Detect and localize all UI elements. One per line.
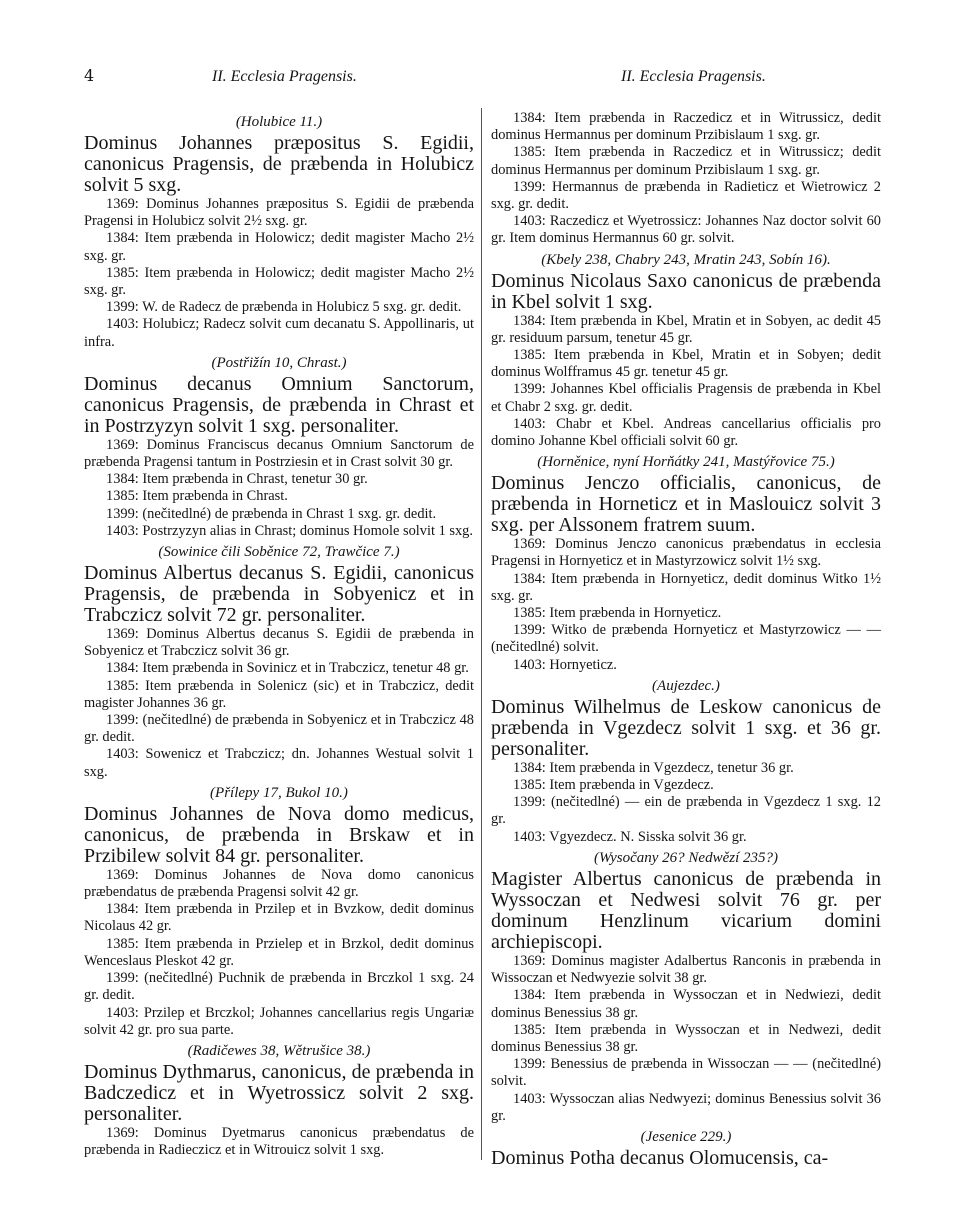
year-note: 1369: Dominus Johannes de Nova domo canonicus præbendatus de præbenda Pragensi solvit 42 gr. — [84, 866, 474, 901]
register-entry: Dominus Johannes de Nova domo medicus, canonicus, de præbenda in Brskaw et in Przibilew solvit 84 gr. personaliter. — [84, 802, 474, 867]
year-note: 1384: Item præbenda in Kbel, Mratin et in Sobyen, ac dedit 45 gr. residuum parsum, tenetur 45 gr. — [491, 312, 881, 346]
year-note: 1403: Vgyezdecz. N. Sisska solvit 36 gr. — [513, 828, 747, 845]
year-note: 1399: Johannes Kbel officialis Pragensis de præbenda in Kbel et Chabr 2 sxg. gr. dedit. — [491, 381, 881, 415]
year-note: 1369: Dominus Albertus decanus S. Egidii de præbenda in Sobyenicz et Trabczicz solvit 36 gr. — [84, 626, 474, 660]
year-note: 1385: Item præbenda in Kbel, Mratin et in Sobyen; dedit dominus Wolfframus 45 gr. tenetur 45 gr. — [491, 347, 881, 381]
place-heading: (Wysočany 26? Nedwězí 235?) — [594, 849, 778, 866]
year-note: 1403: Przilep et Brczkol; Johannes cancellarius regis Ungariæ solvit 42 gr. pro sua parte. — [84, 1004, 474, 1038]
year-note: 1369: Dominus Johannes præpositus S. Egidii de præbenda Pragensi in Holubicz solvit 2½ sxg. gr. — [84, 196, 474, 230]
page-number: 4 — [84, 66, 95, 85]
register-entry: Dominus Johannes præpositus S. Egidii, canonicus Pragensis, de præbenda in Holubicz solvit 5 sxg. — [84, 132, 474, 196]
year-note: 1399: (nečitedlné) de præbenda in Chrast 1 sxg. gr. dedit. — [106, 505, 437, 522]
year-note: 1399: (nečitedlné) de præbenda in Sobyenicz et in Trabczicz 48 gr. dedit. — [84, 712, 474, 746]
place-heading: (Horněnice, nyní Horňátky 241, Mastýřovice 75.) — [537, 454, 835, 471]
year-note: 1403: Holubicz; Radecz solvit cum decanatu S. Appollinaris, ut infra. — [84, 316, 474, 350]
year-note: 1403: Hornyeticz. — [513, 656, 617, 673]
year-note: 1385: Item præbenda in Hornyeticz. — [513, 605, 722, 622]
year-note: 1384: Item præbenda in Raczedicz et in Witrussicz, dedit dominus Hermannus per dominum Przibislaum 1 sxg. gr. — [491, 110, 881, 144]
running-head-left: II. Ecclesia Pragensis. — [212, 68, 357, 85]
year-note: 1385: Item præbenda in Chrast. — [106, 488, 288, 505]
year-note: 1399: (nečitedlné) Puchnik de præbenda in Brczkol 1 sxg. 24 gr. dedit. — [84, 970, 474, 1004]
place-heading: (Sowinice čili Soběnice 72, Trawčice 7.) — [158, 544, 400, 561]
column-divider — [481, 108, 482, 1160]
year-note: 1384: Item præbenda in Przilep et in Bvzkow, dedit dominus Nicolaus 42 gr. — [84, 901, 474, 935]
register-entry: Dominus decanus Omnium Sanctorum, canonicus Pragensis, de præbenda in Chrast et in Postrzyzyn solvit 1 sxg. personaliter. — [84, 372, 474, 437]
place-heading: (Radičewes 38, Wětrušice 38.) — [187, 1042, 371, 1059]
left-column — [84, 110, 474, 1159]
place-heading: (Jesenice 229.) — [640, 1128, 732, 1145]
register-entry: Magister Albertus canonicus de præbenda in Wyssoczan et Nedwesi solvit 76 gr. per dominum Henzlinum vicarium domini archiepiscopi. — [491, 867, 881, 953]
year-note: 1384: Item præbenda in Vgezdecz, tenetur 36 gr. — [513, 759, 794, 776]
place-heading: (Aujezdec.) — [652, 677, 720, 694]
year-note: 1384: Item præbenda in Wyssoczan et in Nedwiezi, dedit dominus Benessius 38 gr. — [491, 987, 881, 1021]
year-note: 1369: Dominus magister Adalbertus Ranconis in præbenda in Wissoczan et Nedwyezie solvit 38 gr. — [491, 952, 881, 987]
register-entry: Dominus Potha decanus Olomucensis, ca- — [491, 1146, 829, 1169]
running-head-right: II. Ecclesia Pragensis. — [621, 68, 766, 85]
year-note: 1385: Item præbenda in Raczedicz et in Witrussicz; dedit dominus Hermannus per dominum Przibislaum 1 sxg. gr. — [491, 144, 881, 178]
year-note: 1399: Hermannus de præbenda in Radieticz et Wietrowicz 2 sxg. gr. dedit. — [491, 178, 881, 213]
year-note: 1403: Raczedicz et Wyetrossicz: Johannes Naz doctor solvit 60 gr. Item dominus Hermannus 60 gr. solvit. — [491, 213, 881, 247]
right-column — [491, 110, 881, 1169]
year-note: 1384: Item præbenda in Chrast, tenetur 30 gr. — [106, 471, 368, 488]
year-note: 1403: Sowenicz et Trabczicz; dn. Johannes Westual solvit 1 sxg. — [84, 746, 474, 780]
year-note: 1369: Dominus Franciscus decanus Omnium Sanctorum de præbenda Pragensi tantum in Postrziesin et in Crast solvit 30 gr. — [84, 436, 474, 471]
year-note: 1384: Item præbenda in Hornyeticz, dedit dominus Witko 1½ sxg. gr. — [491, 570, 881, 604]
year-note: 1403: Chabr et Kbel. Andreas cancellarius officialis pro domino Johanne Kbel officiali solvit 60 gr. — [491, 415, 881, 450]
register-entry: Dominus Nicolaus Saxo canonicus de præbenda in Kbel solvit 1 sxg. — [491, 269, 881, 313]
year-note: 1403: Postrzyzyn alias in Chrast; dominus Homole solvit 1 sxg. — [106, 522, 473, 539]
place-heading: (Holubice 11.) — [235, 114, 323, 130]
year-note: 1385: Item præbenda in Holowicz; dedit magister Macho 2½ sxg. gr. — [84, 264, 474, 299]
register-entry: Dominus Jenczo officialis, canonicus, de præbenda in Horneticz et in Maslouicz solvit 3 sxg. per Alssonem fratrem suum. — [491, 472, 881, 537]
year-note: 1385: Item præbenda in Wyssoczan et in Nedwezi, dedit dominus Benessius 38 gr. — [491, 1021, 881, 1055]
year-note: 1385: Item præbenda in Solenicz (sic) et in Trabczicz, dedit magister Johannes 36 gr. — [84, 677, 474, 711]
place-heading: (Postřižín 10, Chrast.) — [211, 354, 347, 371]
year-note: 1385: Item præbenda in Vgezdecz. — [513, 777, 714, 794]
year-note: 1399: W. de Radecz de præbenda in Holubicz 5 sxg. gr. dedit. — [106, 299, 462, 316]
year-note: 1399: (nečitedlné) — ein de præbenda in Vgezdecz 1 sxg. 12 gr. — [491, 794, 881, 828]
year-note: 1399: Witko de præbenda Hornyeticz et Mastyrzowicz — — (nečitedlné) solvit. — [491, 622, 881, 656]
year-note: 1403: Wyssoczan alias Nedwyezi; dominus Benessius solvit 36 gr. — [491, 1090, 881, 1124]
year-note: 1384: Item præbenda in Holowicz; dedit magister Macho 2½ sxg. gr. — [84, 230, 474, 264]
year-note: 1369: Dominus Jenczo canonicus præbendatus in ecclesia Pragensi in Hornyeticz et in Mastyrzowicz solvit 1½ sxg. — [491, 536, 881, 570]
year-note: 1399: Benessius de præbenda in Wissoczan — — (nečitedlné) solvit. — [491, 1056, 881, 1090]
year-note: 1369: Dominus Dyetmarus canonicus præbendatus de præbenda in Radieczicz et in Witrouicz solvit 1 sxg. — [84, 1124, 474, 1159]
year-note: 1384: Item præbenda in Sovinicz et in Trabczicz, tenetur 48 gr. — [106, 660, 469, 677]
register-entry: Dominus Wilhelmus de Leskow canonicus de præbenda in Vgezdecz solvit 1 sxg. et 36 gr. personaliter. — [491, 695, 881, 760]
place-heading: (Kbely 238, Chabry 243, Mratin 243, Sobín 16). — [541, 251, 831, 268]
year-note: 1385: Item præbenda in Przielep et in Brzkol, dedit dominus Wenceslaus Pleskot 42 gr. — [84, 935, 474, 969]
register-entry: Dominus Dythmarus, canonicus, de præbenda in Badczedicz et in Wyetrossicz solvit 2 sxg. personaliter. — [84, 1060, 474, 1125]
place-heading: (Přílepy 17, Bukol 10.) — [210, 784, 348, 801]
register-entry: Dominus Albertus decanus S. Egidii, canonicus Pragensis, de præbenda in Sobyenicz et in Trabczicz solvit 72 gr. personaliter. — [84, 562, 474, 627]
